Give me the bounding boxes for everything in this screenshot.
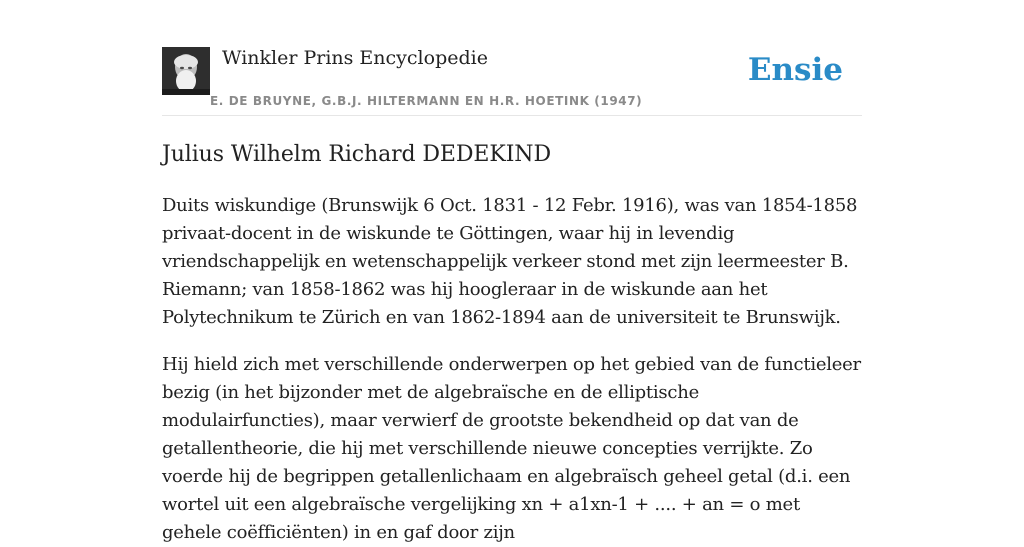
brand-logo[interactable]: Ensie (747, 52, 843, 88)
source-title[interactable]: Winkler Prins Encyclopedie (222, 47, 488, 69)
source-authors: E. DE BRUYNE, G.B.J. HILTERMANN EN H.R. HOETINK (1947) (210, 94, 643, 108)
article (162, 138, 862, 547)
article-paragraph: Hij hield zich met verschillende onderwerpen op het gebied van de functieleer bezig (in het bijzonder met de algebraïsche en de elliptische modulairfuncties), maar verwierf de grootste bekendheid op dat van de getallentheorie, die hij met verschillende nieuwe concepties verrijkte. Zo voerde hij de begrippen getallenlichaam en algebraïsch geheel getal (d.i. een wortel uit een algebraïsche vergelijking xn + a1xn-1 + .... + an = o met gehele coëfficiënten) in en gaf door zijn (162, 354, 861, 543)
article-paragraph: Duits wiskundige (Brunswijk 6 Oct. 1831 - 12 Febr. 1916), was van 1854-1858 privaat-docent in de wiskunde te Göttingen, waar hij in levendig vriendschappelijk en wetenschappelijk verkeer stond met zijn leermeester B. Riemann; van 1858-1862 was hij hoogleraar in de wiskunde aan het Polytechnikum te Zürich en van 1862-1894 aan de universiteit te Brunswijk. (162, 195, 858, 328)
source-header (162, 46, 862, 116)
author-avatar (162, 47, 210, 95)
article-title: Julius Wilhelm Richard DEDEKIND (162, 142, 552, 167)
header-divider (162, 115, 862, 116)
author-portrait-icon (162, 47, 210, 95)
